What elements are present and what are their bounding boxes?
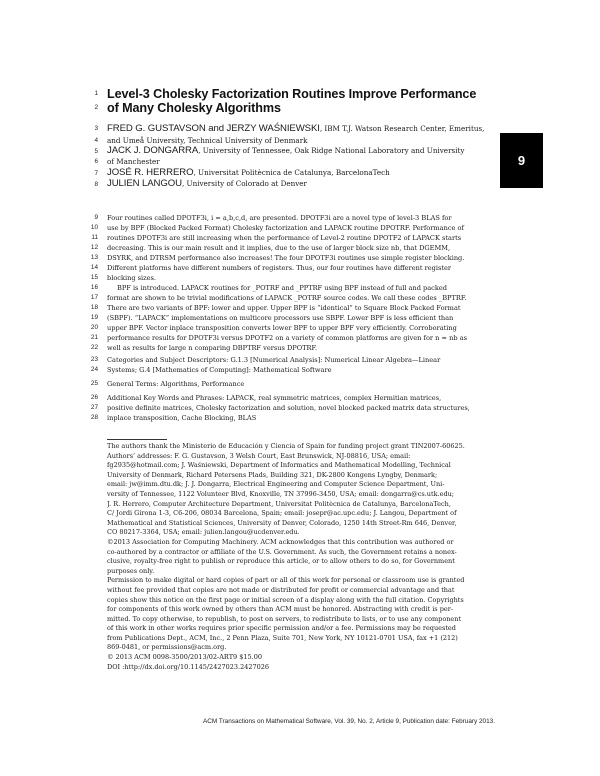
author-affiliation: , IBM T.J. Watson Research Center, Emeritus, xyxy=(319,124,485,133)
footnote-line: from Publications Dept., ACM, Inc., 2 Penn Plaza, Suite 701, New York, NY 10121-0701 USA, fax +1 (212) xyxy=(107,633,458,642)
paper-title-line-1: Level-3 Cholesky Factorization Routines Improve Performance xyxy=(107,87,477,101)
footnote-line: versity of Tennessee, 1122 Volunteer Blvd, Knoxville, TN 37996-3450, USA; email: dongarra@cs.utk.edu; xyxy=(107,489,454,498)
abstract-line: DSYRK, and DTRSM performance also increases! The four DPOTF3i routines use simple register blocking. xyxy=(107,254,465,262)
keywords-line: inplace transposition, Cache Blocking, BLAS xyxy=(107,414,257,422)
footnote-line: Authors’ addresses: F. G. Gustavson, 3 Welsh Court, East Brunswick, NJ-08816, USA; email: xyxy=(107,451,411,460)
line-number: 15 xyxy=(90,274,98,281)
line-number: 25 xyxy=(90,380,98,387)
line-number: 22 xyxy=(90,344,98,351)
abstract-line: format are shown to be trivial modifications of LAPACK _POTRF source codes. We call these codes _BPTRF. xyxy=(107,294,467,302)
abstract-line: There are two variants of BPF: lower and upper. Upper BPF is “identical” to Square Block Packed Format xyxy=(107,304,461,312)
footnote-line: email: jw@imm.dtu.dk; J. J. Dongarra, Electrical Engineering and Computer Science Department, Uni- xyxy=(107,480,445,489)
footnote-line: J. R. Herrero, Computer Architecture Department, Universitat Politècnica de Catalunya, BarcelonaTech, xyxy=(107,499,451,508)
footnote xyxy=(107,442,495,672)
footnote-line: purposes only. xyxy=(107,566,155,575)
line-number: 10 xyxy=(90,224,98,231)
author-affiliation: , University of Tennessee, Oak Ridge National Laboratory and University xyxy=(198,146,465,155)
footnote-line: University of Denmark, Richard Petersens Plads, Building 321, DK-2800 Kongens Lyngby, Denmark; xyxy=(107,470,438,479)
line-number: 7 xyxy=(94,170,98,177)
author-line xyxy=(107,146,464,156)
abstract-line: performance results for DPOTF3i versus DPOTF2 on a variety of common platforms are given for n ≈ nb as xyxy=(107,334,468,342)
line-number: 19 xyxy=(90,314,98,321)
line-number: 21 xyxy=(90,334,98,341)
footnote-line: co-authored by a contractor or affiliate of the U.S. Government. As such, the Government retains a nonex- xyxy=(107,547,457,556)
line-number: 23 xyxy=(90,356,98,363)
line-number: 20 xyxy=(90,324,98,331)
line-number: 13 xyxy=(90,254,98,261)
abstract-line: use by BPF (Blocked Packed Format) Cholesky factorization and LAPACK routine DPOTRF. Performance of xyxy=(107,224,464,232)
line-number: 2 xyxy=(94,104,98,111)
author-name: JOSÉ R. HERRERO xyxy=(107,167,194,178)
footnote-line: without fee provided that copies are not made or distributed for profit or commercial advantage and that xyxy=(107,585,455,594)
keywords-line: Additional Key Words and Phrases: LAPACK, real symmetric matrices, complex Hermitian matrices, xyxy=(107,394,442,402)
line-number: 28 xyxy=(90,414,98,421)
abstract-line: (SBPF). “LAPACK” implementations on multicore processors use SBPF. Lower BPF is less efficient than xyxy=(107,314,454,322)
abstract-line: Different platforms have different numbers of registers. Thus, our four routines have different register xyxy=(107,264,452,272)
author-affiliation: , Universitat Politècnica de Catalunya, BarcelonaTech xyxy=(193,168,390,177)
footnote-line: 869-0481, or permissions@acm.org. xyxy=(107,643,227,652)
general-terms xyxy=(107,379,495,389)
abstract xyxy=(107,213,495,353)
author-affiliation: of Manchester xyxy=(107,157,160,166)
line-number: 16 xyxy=(90,284,98,291)
author-line xyxy=(107,157,160,167)
footnote-line: C/ Jordi Girona 1-3, C6-206, 08034 Barcelona, Spain; email: josepr@ac.upc.edu; J. Langou, Department of xyxy=(107,509,457,518)
author-name: JULIEN LANGOU xyxy=(107,178,182,189)
keywords xyxy=(107,393,495,423)
abstract-line: decreasing. This is our main result and it implies, due to the use of larger block size nb, that DGEMM, xyxy=(107,244,451,252)
line-number: 4 xyxy=(94,137,98,144)
line-number: 27 xyxy=(90,404,98,411)
author-line xyxy=(107,168,390,178)
abstract-line: BPF is introduced. LAPACK routines for _POTRF and _PPTRF using BPF instead of full and packed xyxy=(117,284,447,292)
line-number: 9 xyxy=(94,214,98,221)
abstract-line: blocking sizes. xyxy=(107,274,157,282)
footnote-line: fg2935@hotmail.com; J. Waśniewski, Department of Informatics and Mathematical Modelling, Technical xyxy=(107,461,451,470)
footnote-rule xyxy=(107,439,167,440)
line-number: 12 xyxy=(90,244,98,251)
footnote-line: clusive, royalty-free right to publish or reproduce this article, or to allow others to do so, for Government xyxy=(107,557,455,566)
line-number: 11 xyxy=(91,234,98,241)
author-name: FRED G. GUSTAVSON and JERZY WAŚNIEWSKI xyxy=(107,123,320,134)
line-number: 17 xyxy=(90,294,98,301)
author-affiliation: and Umeå University, Technical University of Denmark xyxy=(107,136,308,145)
footnote-line: copies show this notice on the first page or initial screen of a display along with the full citation. Copyrights xyxy=(107,595,464,604)
footnote-line: Mathematical and Statistical Sciences, University of Denver, Colorado, 1250 14th Street-Rm 646, Denver, xyxy=(107,518,457,527)
footnote-line: CO 80217-3364, USA; email: julien.langou@ucdenver.edu. xyxy=(107,528,300,537)
line-number: 14 xyxy=(90,264,98,271)
footnote-line: The authors thank the Ministerio de Educación y Ciencia of Spain for funding project grant TIN2007-60625. xyxy=(107,442,465,450)
footnote-line: Permission to make digital or hard copies of part or all of this work for personal or classroom use is granted xyxy=(107,576,465,585)
author-line xyxy=(107,179,307,189)
article-number-tab: 9 xyxy=(500,133,543,188)
footnote-line: ©2013 Association for Computing Machinery. ACM acknowledges that this contribution was authored or xyxy=(107,537,454,546)
author-line xyxy=(107,124,484,134)
general-terms-line: General Terms: Algorithms, Performance xyxy=(107,380,245,388)
line-number: 26 xyxy=(90,394,98,401)
line-number: 3 xyxy=(94,125,98,132)
footnote-line: mitted. To copy otherwise, to republish, to post on servers, to redistribute to lists, or to use any component xyxy=(107,614,462,623)
abstract-line: well as results for large n comparing DBPTRF versus DPOTRF. xyxy=(107,344,318,352)
abstract-line: Four routines called DPOTF3i, i = a,b,c,d, are presented. DPOTF3i are a novel type of level-3 BLAS for xyxy=(107,214,452,222)
paper-title-line-2: of Many Cholesky Algorithms xyxy=(107,101,281,115)
line-number: 1 xyxy=(94,90,98,97)
line-number: 18 xyxy=(90,304,98,311)
line-number: 5 xyxy=(94,148,98,155)
footnote-line: DOI :http://dx.doi.org/10.1145/2427023.2427026 xyxy=(107,662,270,671)
categories xyxy=(107,355,495,375)
categories-line: Categories and Subject Descriptors: G.1.3 [Numerical Analysis]: Numerical Linear Algebra—Linear xyxy=(107,356,441,364)
keywords-line: positive definite matrices, Cholesky factorization and solution, novel blocked packed matrix data structures, xyxy=(107,404,470,412)
author-affiliation: , University of Colorado at Denver xyxy=(181,179,307,188)
line-number: 6 xyxy=(94,158,98,165)
line-number: 24 xyxy=(90,366,98,373)
author-name: JACK J. DONGARRA xyxy=(107,145,199,156)
categories-line: Systems; G.4 [Mathematics of Computing]: Mathematical Software xyxy=(107,366,332,374)
journal-running-footer: ACM Transactions on Mathematical Software, Vol. 39, No. 2, Article 9, Publication date: February 2013. xyxy=(203,718,495,725)
line-number: 8 xyxy=(94,181,98,188)
abstract-line: upper BPF. Vector inplace transposition converts lower BPF to upper BPF very efficiently. Corroborating xyxy=(107,324,457,332)
footnote-line: for components of this work owned by others than ACM must be honored. Abstracting with credit is per- xyxy=(107,605,454,614)
footnote-line: © 2013 ACM 0098-3500/2013/02-ART9 $15.00 xyxy=(107,653,262,662)
abstract-line: routines DPOTF3i are still increasing when the performance of Level-2 routine DPOTF2 of LAPACK starts xyxy=(107,234,462,242)
footnote-line: of this work in other works requires prior specific permission and/or a fee. Permissions may be requested xyxy=(107,624,456,633)
